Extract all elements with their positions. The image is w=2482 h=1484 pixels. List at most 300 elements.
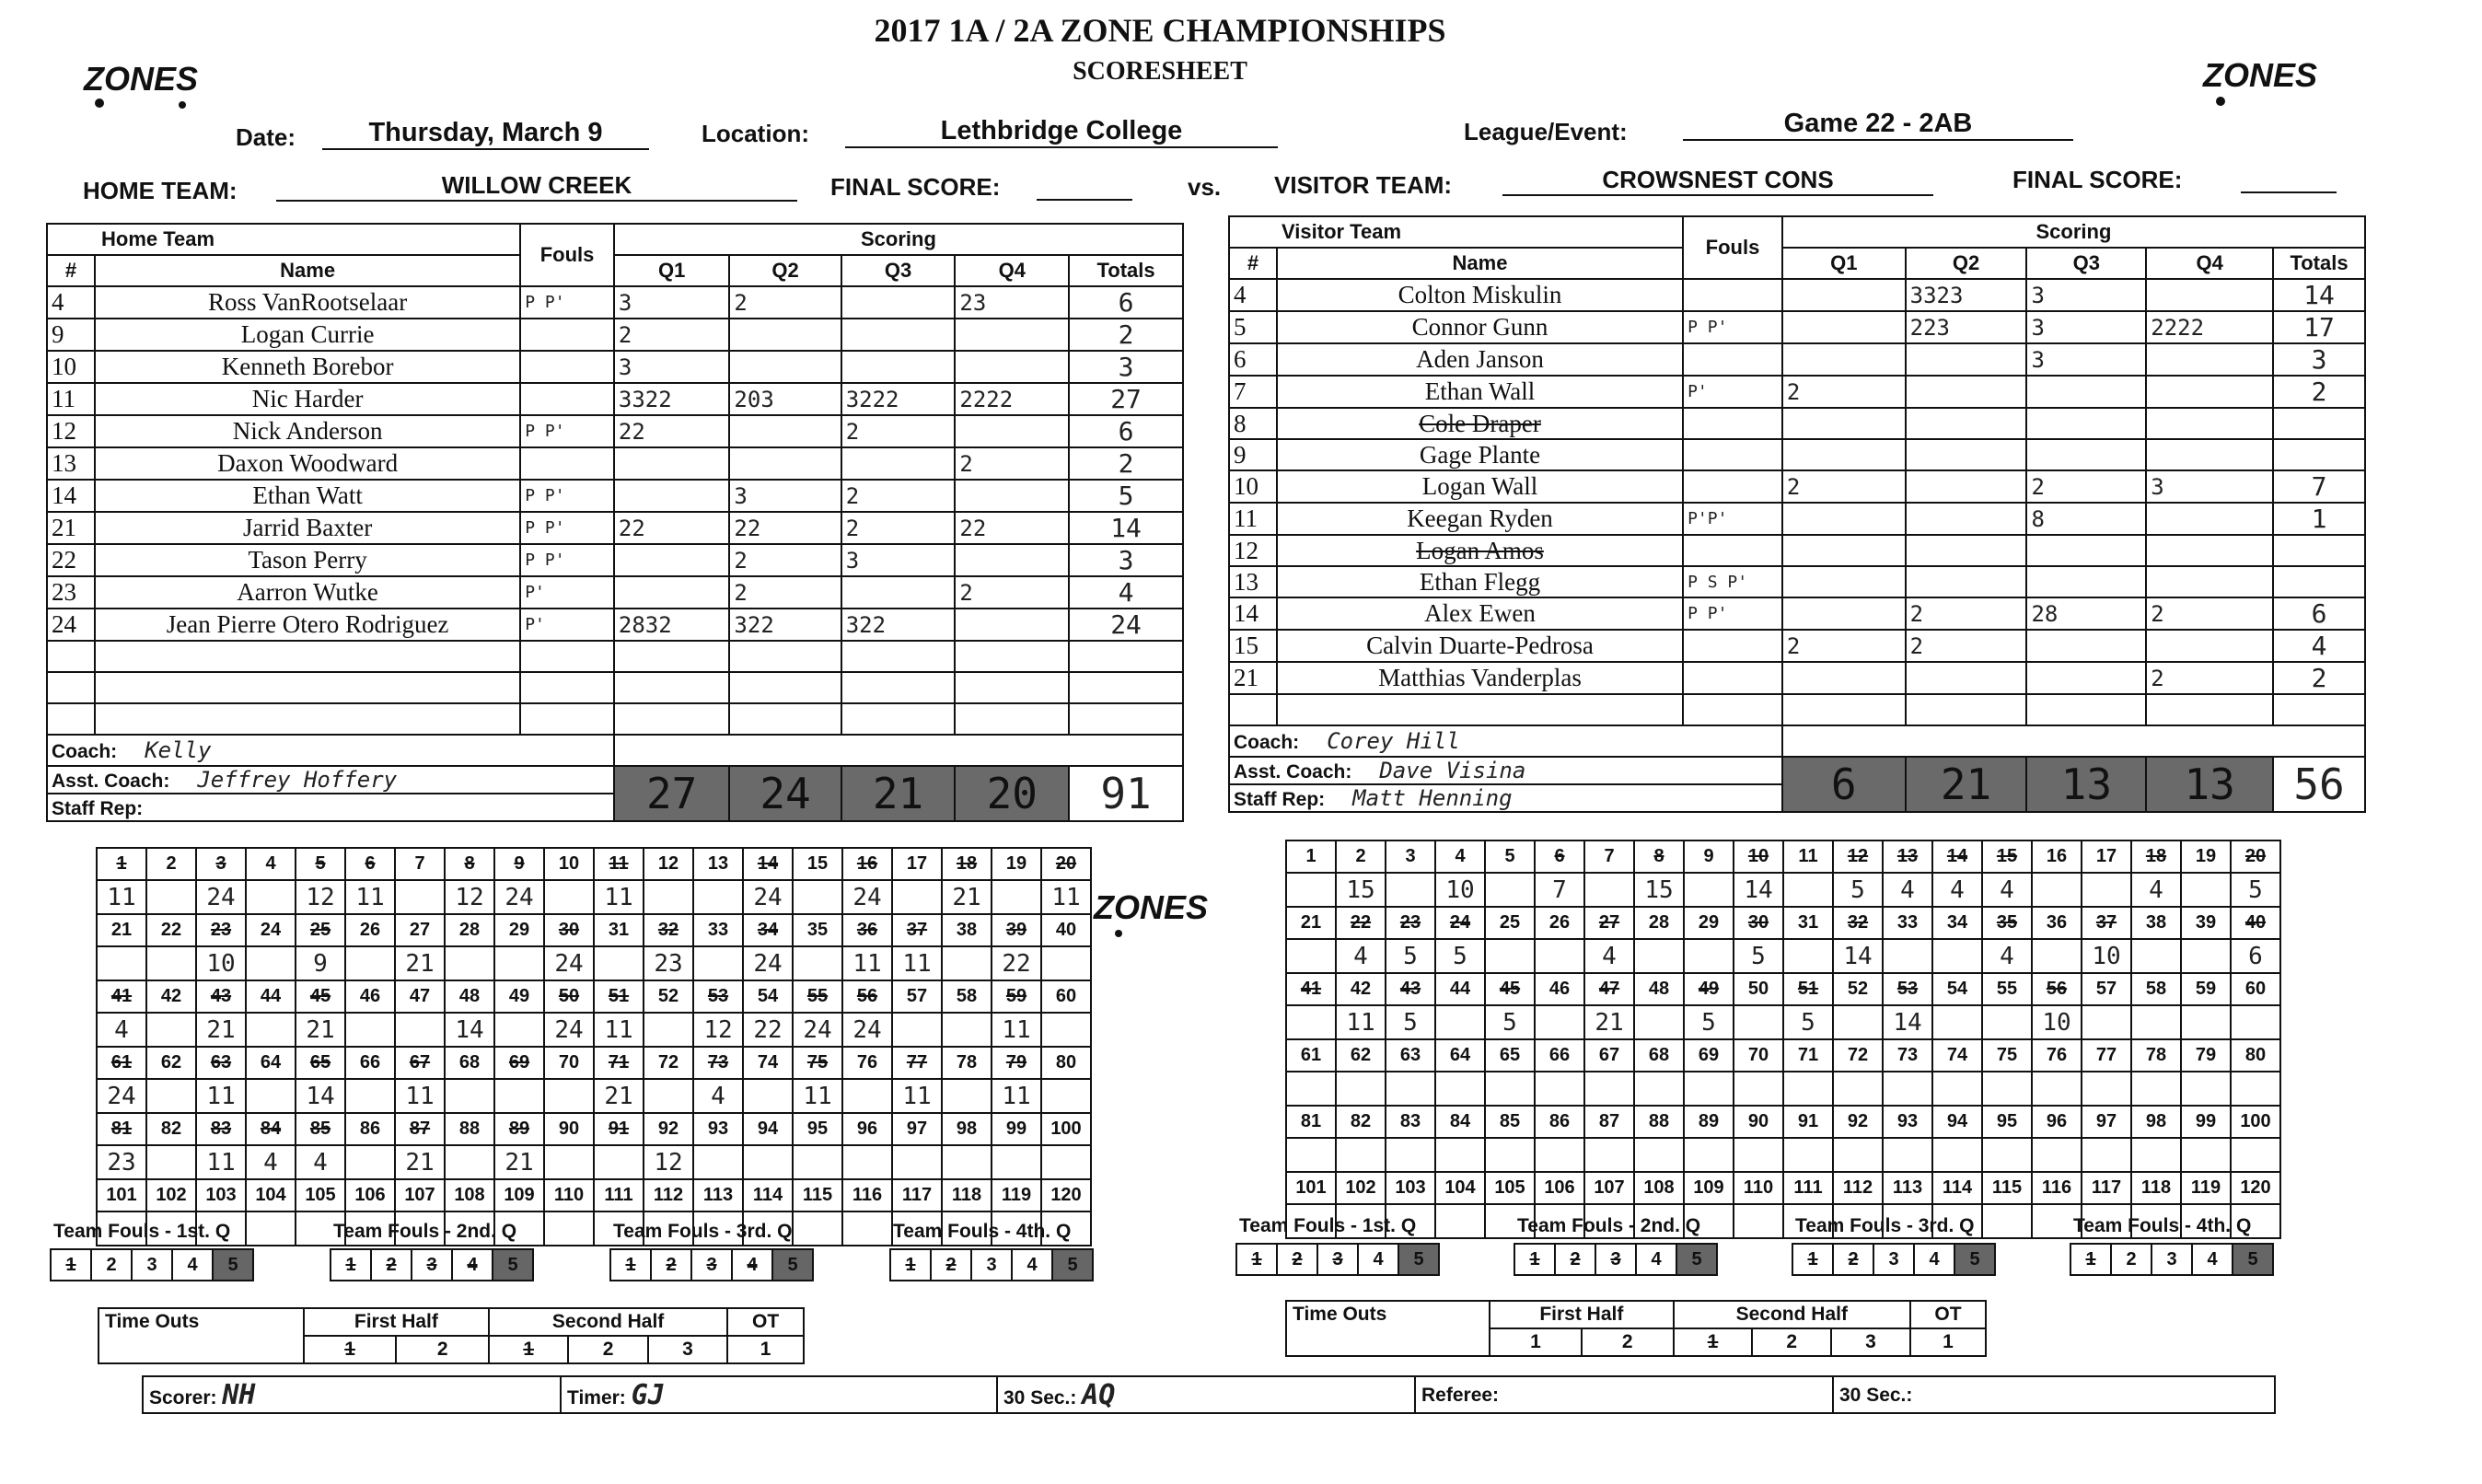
running-score-65[interactable]: 65 <box>296 1047 345 1079</box>
running-score-36[interactable]: 36 <box>842 914 892 946</box>
q2-points[interactable] <box>729 672 841 703</box>
running-mark[interactable] <box>1435 1138 1485 1172</box>
running-score-27[interactable]: 27 <box>1584 907 1634 939</box>
running-score-11[interactable]: 11 <box>594 848 644 880</box>
running-mark[interactable] <box>395 880 445 914</box>
running-score-28[interactable]: 28 <box>445 914 494 946</box>
running-mark[interactable] <box>2181 1072 2231 1106</box>
running-score-108[interactable]: 108 <box>445 1179 494 1212</box>
running-score-98[interactable]: 98 <box>2131 1106 2181 1138</box>
player-fouls[interactable]: P P' <box>1683 597 1782 630</box>
running-mark[interactable]: 15 <box>1336 873 1386 907</box>
team-foul-box-1[interactable]: 1 <box>890 1249 931 1281</box>
running-mark[interactable] <box>942 1013 992 1047</box>
player-fouls[interactable]: P P' <box>520 415 614 447</box>
running-mark[interactable]: 11 <box>992 1079 1041 1113</box>
running-mark[interactable]: 4 <box>1584 939 1634 973</box>
running-mark[interactable] <box>2231 1072 2280 1106</box>
running-score-21[interactable]: 21 <box>1286 907 1336 939</box>
running-mark[interactable]: 21 <box>942 880 992 914</box>
running-score-97[interactable]: 97 <box>2082 1106 2131 1138</box>
team-foul-box-4[interactable]: 4 <box>2192 1244 2233 1275</box>
team-foul-box-3[interactable]: 3 <box>132 1249 172 1281</box>
q4-points[interactable] <box>955 415 1069 447</box>
running-mark[interactable] <box>445 946 494 980</box>
running-score-17[interactable]: 17 <box>2082 841 2131 873</box>
running-score-11[interactable]: 11 <box>1783 841 1833 873</box>
q1-points[interactable] <box>1782 311 1906 343</box>
q2-points[interactable]: 2 <box>1906 597 2027 630</box>
running-mark[interactable] <box>445 1079 494 1113</box>
running-score-54[interactable]: 54 <box>743 980 793 1013</box>
q1-points[interactable] <box>1782 503 1906 535</box>
q1-points[interactable] <box>1782 439 1906 470</box>
running-score-112[interactable]: 112 <box>1833 1172 1883 1204</box>
q4-points[interactable] <box>2146 694 2273 725</box>
running-mark[interactable]: 4 <box>1982 939 2032 973</box>
running-score-114[interactable]: 114 <box>1932 1172 1982 1204</box>
q4-points[interactable] <box>955 672 1069 703</box>
q2-points[interactable]: 2 <box>1906 630 2027 662</box>
running-score-93[interactable]: 93 <box>1883 1106 1932 1138</box>
timer-cell[interactable] <box>561 1376 997 1413</box>
q1-points[interactable] <box>614 544 730 576</box>
running-mark[interactable] <box>345 1079 395 1113</box>
running-score-57[interactable]: 57 <box>2082 973 2131 1005</box>
q4-points[interactable]: 3 <box>2146 470 2273 503</box>
running-mark[interactable]: 11 <box>345 880 395 914</box>
running-score-15[interactable]: 15 <box>793 848 842 880</box>
running-mark[interactable] <box>1684 939 1734 973</box>
running-score-28[interactable]: 28 <box>1634 907 1684 939</box>
running-mark[interactable] <box>2032 873 2082 907</box>
running-mark[interactable]: 5 <box>2231 873 2280 907</box>
running-mark[interactable]: 22 <box>743 1013 793 1047</box>
running-score-113[interactable]: 113 <box>1883 1172 1932 1204</box>
running-mark[interactable]: 4 <box>1883 873 1932 907</box>
q4-points[interactable] <box>2146 408 2273 439</box>
running-score-76[interactable]: 76 <box>2032 1039 2082 1072</box>
running-mark[interactable] <box>544 1212 594 1246</box>
running-score-38[interactable]: 38 <box>2131 907 2181 939</box>
running-mark[interactable] <box>1883 1072 1932 1106</box>
running-mark[interactable] <box>1286 1005 1336 1039</box>
running-score-54[interactable]: 54 <box>1932 973 1982 1005</box>
running-score-68[interactable]: 68 <box>1634 1039 1684 1072</box>
q1-points[interactable] <box>614 447 730 480</box>
q4-points[interactable] <box>955 351 1069 383</box>
q4-points[interactable]: 2222 <box>2146 311 2273 343</box>
running-mark[interactable] <box>1634 1005 1684 1039</box>
running-score-80[interactable]: 80 <box>1041 1047 1091 1079</box>
q3-points[interactable]: 2 <box>841 480 956 512</box>
running-score-100[interactable]: 100 <box>1041 1113 1091 1145</box>
running-mark[interactable] <box>146 880 196 914</box>
player-fouls[interactable] <box>520 319 614 351</box>
running-mark[interactable]: 4 <box>1982 873 2032 907</box>
q4-points[interactable]: 2 <box>955 447 1069 480</box>
running-mark[interactable] <box>1982 1005 2032 1039</box>
running-mark[interactable]: 10 <box>196 946 246 980</box>
running-mark[interactable] <box>494 946 544 980</box>
running-mark[interactable]: 7 <box>1535 873 1584 907</box>
running-score-22[interactable]: 22 <box>146 914 196 946</box>
running-score-1[interactable]: 1 <box>1286 841 1336 873</box>
q2-points[interactable] <box>729 703 841 735</box>
running-score-73[interactable]: 73 <box>693 1047 743 1079</box>
running-score-42[interactable]: 42 <box>1336 973 1386 1005</box>
running-mark[interactable] <box>1684 1072 1734 1106</box>
running-score-38[interactable]: 38 <box>942 914 992 946</box>
q1-points[interactable] <box>614 703 730 735</box>
team-foul-box-3[interactable]: 3 <box>2151 1244 2192 1275</box>
running-score-78[interactable]: 78 <box>2131 1039 2181 1072</box>
running-score-25[interactable]: 25 <box>296 914 345 946</box>
team-foul-box-5[interactable]: 5 <box>1954 1244 1995 1275</box>
running-mark[interactable] <box>1982 1072 2032 1106</box>
running-mark[interactable] <box>1833 1072 1883 1106</box>
running-score-48[interactable]: 48 <box>1634 973 1684 1005</box>
running-score-65[interactable]: 65 <box>1485 1039 1535 1072</box>
running-mark[interactable] <box>2231 1005 2280 1039</box>
q3-points[interactable] <box>2026 662 2146 694</box>
running-mark[interactable]: 11 <box>1336 1005 1386 1039</box>
q4-points[interactable] <box>955 703 1069 735</box>
running-score-91[interactable]: 91 <box>594 1113 644 1145</box>
running-score-40[interactable]: 40 <box>1041 914 1091 946</box>
running-mark[interactable]: 5 <box>1783 1005 1833 1039</box>
running-mark[interactable]: 12 <box>296 880 345 914</box>
team-foul-box-4[interactable]: 4 <box>172 1249 213 1281</box>
running-mark[interactable]: 11 <box>594 880 644 914</box>
running-score-31[interactable]: 31 <box>594 914 644 946</box>
running-score-7[interactable]: 7 <box>395 848 445 880</box>
q4-points[interactable]: 2222 <box>955 383 1069 415</box>
running-mark[interactable]: 11 <box>395 1079 445 1113</box>
running-mark[interactable]: 24 <box>842 880 892 914</box>
running-score-35[interactable]: 35 <box>793 914 842 946</box>
running-score-105[interactable]: 105 <box>1485 1172 1535 1204</box>
running-mark[interactable] <box>1932 1005 1982 1039</box>
running-mark[interactable]: 4 <box>97 1013 146 1047</box>
running-score-37[interactable]: 37 <box>2082 907 2131 939</box>
running-mark[interactable] <box>1734 1005 1783 1039</box>
player-fouls[interactable] <box>1683 439 1782 470</box>
team-foul-box-5[interactable]: 5 <box>213 1249 253 1281</box>
q4-points[interactable]: 22 <box>955 512 1069 544</box>
running-score-116[interactable]: 116 <box>842 1179 892 1212</box>
running-score-115[interactable]: 115 <box>793 1179 842 1212</box>
q3-points[interactable]: 3 <box>2026 311 2146 343</box>
running-mark[interactable] <box>2181 1138 2231 1172</box>
q3-points[interactable]: 28 <box>2026 597 2146 630</box>
home-to-second-2[interactable]: 2 <box>568 1336 647 1363</box>
q3-points[interactable] <box>2026 694 2146 725</box>
running-mark[interactable] <box>494 1079 544 1113</box>
running-mark[interactable]: 11 <box>992 1013 1041 1047</box>
player-total[interactable] <box>1069 703 1183 735</box>
running-score-49[interactable]: 49 <box>494 980 544 1013</box>
running-mark[interactable]: 4 <box>693 1079 743 1113</box>
running-score-106[interactable]: 106 <box>1535 1172 1584 1204</box>
running-score-83[interactable]: 83 <box>196 1113 246 1145</box>
player-total[interactable]: 27 <box>1069 383 1183 415</box>
q2-points[interactable]: 2 <box>729 286 841 319</box>
running-mark[interactable] <box>246 1079 296 1113</box>
q4-points[interactable] <box>2146 630 2273 662</box>
running-mark[interactable] <box>1041 1145 1091 1179</box>
running-mark[interactable] <box>544 1079 594 1113</box>
q1-points[interactable] <box>1782 535 1906 566</box>
q1-points[interactable]: 22 <box>614 512 730 544</box>
running-score-34[interactable]: 34 <box>1932 907 1982 939</box>
running-mark[interactable]: 10 <box>2032 1005 2082 1039</box>
running-score-105[interactable]: 105 <box>296 1179 345 1212</box>
running-mark[interactable] <box>1535 939 1584 973</box>
running-score-92[interactable]: 92 <box>1833 1106 1883 1138</box>
running-score-63[interactable]: 63 <box>1386 1039 1435 1072</box>
running-mark[interactable]: 10 <box>2082 939 2131 973</box>
running-score-98[interactable]: 98 <box>942 1113 992 1145</box>
running-mark[interactable]: 24 <box>97 1079 146 1113</box>
running-score-87[interactable]: 87 <box>1584 1106 1634 1138</box>
running-score-58[interactable]: 58 <box>942 980 992 1013</box>
running-mark[interactable] <box>693 946 743 980</box>
running-score-95[interactable]: 95 <box>793 1113 842 1145</box>
player-total[interactable]: 3 <box>1069 351 1183 383</box>
referee-cell[interactable] <box>1415 1376 1833 1413</box>
running-mark[interactable] <box>146 1079 196 1113</box>
running-mark[interactable] <box>544 880 594 914</box>
running-score-75[interactable]: 75 <box>793 1047 842 1079</box>
running-score-102[interactable]: 102 <box>1336 1172 1386 1204</box>
running-score-120[interactable]: 120 <box>2231 1172 2280 1204</box>
player-total[interactable]: 2 <box>1069 319 1183 351</box>
running-mark[interactable]: 23 <box>644 946 693 980</box>
team-foul-box-1[interactable]: 1 <box>1792 1244 1833 1275</box>
running-score-82[interactable]: 82 <box>1336 1106 1386 1138</box>
running-score-106[interactable]: 106 <box>345 1179 395 1212</box>
running-mark[interactable] <box>146 1013 196 1047</box>
running-mark[interactable]: 4 <box>296 1145 345 1179</box>
running-score-99[interactable]: 99 <box>992 1113 1041 1145</box>
running-mark[interactable] <box>793 880 842 914</box>
team-foul-box-2[interactable]: 2 <box>2111 1244 2151 1275</box>
running-score-36[interactable]: 36 <box>2032 907 2082 939</box>
running-score-32[interactable]: 32 <box>1833 907 1883 939</box>
running-mark[interactable] <box>1883 939 1932 973</box>
running-mark[interactable] <box>1286 873 1336 907</box>
running-mark[interactable] <box>1684 873 1734 907</box>
running-score-78[interactable]: 78 <box>942 1047 992 1079</box>
running-score-80[interactable]: 80 <box>2231 1039 2280 1072</box>
running-score-10[interactable]: 10 <box>544 848 594 880</box>
running-mark[interactable] <box>1286 1138 1336 1172</box>
q2-points[interactable] <box>729 319 841 351</box>
running-score-55[interactable]: 55 <box>793 980 842 1013</box>
home-to-first-1[interactable]: 1 <box>304 1336 397 1363</box>
running-score-29[interactable]: 29 <box>494 914 544 946</box>
running-score-119[interactable]: 119 <box>2181 1172 2231 1204</box>
q2-points[interactable] <box>1906 343 2027 376</box>
running-score-17[interactable]: 17 <box>892 848 942 880</box>
visitor-to-second-2[interactable]: 2 <box>1752 1328 1831 1356</box>
running-score-50[interactable]: 50 <box>544 980 594 1013</box>
running-mark[interactable] <box>2032 1138 2082 1172</box>
running-score-110[interactable]: 110 <box>544 1179 594 1212</box>
running-mark[interactable] <box>644 1079 693 1113</box>
thirty-sec-b-cell[interactable] <box>1833 1376 2275 1413</box>
running-mark[interactable]: 21 <box>1584 1005 1634 1039</box>
running-mark[interactable]: 14 <box>445 1013 494 1047</box>
running-score-118[interactable]: 118 <box>942 1179 992 1212</box>
q3-points[interactable]: 322 <box>841 609 956 641</box>
team-foul-box-5[interactable]: 5 <box>1398 1244 1439 1275</box>
q3-points[interactable]: 8 <box>2026 503 2146 535</box>
running-mark[interactable]: 24 <box>544 946 594 980</box>
running-score-8[interactable]: 8 <box>445 848 494 880</box>
running-score-71[interactable]: 71 <box>594 1047 644 1079</box>
home-rep-cell[interactable] <box>47 794 614 821</box>
running-score-47[interactable]: 47 <box>395 980 445 1013</box>
running-mark[interactable]: 15 <box>1634 873 1684 907</box>
player-total[interactable]: 6 <box>2273 597 2365 630</box>
running-score-31[interactable]: 31 <box>1783 907 1833 939</box>
running-score-63[interactable]: 63 <box>196 1047 246 1079</box>
player-total[interactable] <box>1069 641 1183 672</box>
q1-points[interactable] <box>614 641 730 672</box>
q1-points[interactable]: 2832 <box>614 609 730 641</box>
running-mark[interactable] <box>395 1013 445 1047</box>
q2-points[interactable]: 2 <box>729 576 841 609</box>
running-mark[interactable] <box>1485 1072 1535 1106</box>
running-mark[interactable] <box>445 1145 494 1179</box>
running-score-14[interactable]: 14 <box>743 848 793 880</box>
running-score-53[interactable]: 53 <box>1883 973 1932 1005</box>
running-score-116[interactable]: 116 <box>2032 1172 2082 1204</box>
q3-points[interactable]: 3222 <box>841 383 956 415</box>
running-mark[interactable] <box>1386 873 1435 907</box>
running-score-81[interactable]: 81 <box>97 1113 146 1145</box>
player-total[interactable] <box>1069 672 1183 703</box>
team-foul-box-3[interactable]: 3 <box>971 1249 1012 1281</box>
running-score-2[interactable]: 2 <box>146 848 196 880</box>
running-mark[interactable]: 5 <box>1435 939 1485 973</box>
q3-points[interactable] <box>2026 376 2146 408</box>
q3-points[interactable] <box>841 703 956 735</box>
running-score-12[interactable]: 12 <box>644 848 693 880</box>
visitor-coach-cell[interactable] <box>1229 725 1782 757</box>
running-mark[interactable]: 21 <box>494 1145 544 1179</box>
q4-points[interactable] <box>955 544 1069 576</box>
player-fouls[interactable]: P'P' <box>1683 503 1782 535</box>
running-score-55[interactable]: 55 <box>1982 973 2032 1005</box>
running-score-119[interactable]: 119 <box>992 1179 1041 1212</box>
team-foul-box-2[interactable]: 2 <box>1833 1244 1873 1275</box>
q4-points[interactable] <box>955 319 1069 351</box>
player-total[interactable] <box>2273 694 2365 725</box>
player-total[interactable]: 1 <box>2273 503 2365 535</box>
running-mark[interactable] <box>992 1145 1041 1179</box>
running-mark[interactable] <box>544 1145 594 1179</box>
running-score-50[interactable]: 50 <box>1734 973 1783 1005</box>
team-foul-box-2[interactable]: 2 <box>1277 1244 1317 1275</box>
running-mark[interactable]: 5 <box>1833 873 1883 907</box>
q4-points[interactable] <box>955 641 1069 672</box>
running-mark[interactable]: 21 <box>296 1013 345 1047</box>
q4-points[interactable]: 2 <box>2146 597 2273 630</box>
player-total[interactable]: 14 <box>1069 512 1183 544</box>
q1-points[interactable] <box>1782 694 1906 725</box>
running-score-39[interactable]: 39 <box>2181 907 2231 939</box>
running-score-87[interactable]: 87 <box>395 1113 445 1145</box>
running-mark[interactable] <box>1734 1138 1783 1172</box>
running-score-24[interactable]: 24 <box>1435 907 1485 939</box>
running-score-62[interactable]: 62 <box>146 1047 196 1079</box>
player-total[interactable]: 6 <box>1069 415 1183 447</box>
running-mark[interactable] <box>793 946 842 980</box>
team-foul-box-2[interactable]: 2 <box>931 1249 971 1281</box>
q4-points[interactable] <box>955 609 1069 641</box>
running-mark[interactable] <box>842 1145 892 1179</box>
running-score-37[interactable]: 37 <box>892 914 942 946</box>
running-score-89[interactable]: 89 <box>1684 1106 1734 1138</box>
running-score-71[interactable]: 71 <box>1783 1039 1833 1072</box>
running-mark[interactable]: 5 <box>1386 939 1435 973</box>
player-fouls[interactable] <box>520 703 614 735</box>
running-mark[interactable] <box>942 1079 992 1113</box>
player-fouls[interactable] <box>1683 408 1782 439</box>
q2-points[interactable] <box>1906 566 2027 597</box>
visitor-to-first-2[interactable]: 2 <box>1582 1328 1674 1356</box>
running-score-32[interactable]: 32 <box>644 914 693 946</box>
running-score-33[interactable]: 33 <box>693 914 743 946</box>
running-mark[interactable]: 14 <box>1833 939 1883 973</box>
running-score-60[interactable]: 60 <box>2231 973 2280 1005</box>
running-mark[interactable]: 10 <box>1435 873 1485 907</box>
running-mark[interactable] <box>246 1013 296 1047</box>
running-mark[interactable] <box>1932 1072 1982 1106</box>
running-mark[interactable] <box>594 1145 644 1179</box>
running-score-95[interactable]: 95 <box>1982 1106 2032 1138</box>
running-score-26[interactable]: 26 <box>345 914 395 946</box>
running-mark[interactable]: 5 <box>1485 1005 1535 1039</box>
visitor-to-second-1[interactable]: 1 <box>1674 1328 1753 1356</box>
running-mark[interactable] <box>345 1145 395 1179</box>
running-mark[interactable]: 21 <box>395 946 445 980</box>
running-mark[interactable] <box>1783 939 1833 973</box>
running-score-70[interactable]: 70 <box>1734 1039 1783 1072</box>
q3-points[interactable]: 2 <box>2026 470 2146 503</box>
running-mark[interactable] <box>246 1212 296 1246</box>
team-foul-box-5[interactable]: 5 <box>772 1249 813 1281</box>
running-mark[interactable] <box>2131 1072 2181 1106</box>
running-mark[interactable] <box>842 1212 892 1246</box>
running-score-7[interactable]: 7 <box>1584 841 1634 873</box>
running-mark[interactable]: 6 <box>2231 939 2280 973</box>
running-score-6[interactable]: 6 <box>1535 841 1584 873</box>
running-mark[interactable]: 21 <box>594 1079 644 1113</box>
running-mark[interactable]: 9 <box>296 946 345 980</box>
home-to-second-1[interactable]: 1 <box>489 1336 568 1363</box>
q4-points[interactable] <box>2146 343 2273 376</box>
running-score-44[interactable]: 44 <box>246 980 296 1013</box>
q1-points[interactable]: 3 <box>614 286 730 319</box>
running-score-117[interactable]: 117 <box>2082 1172 2131 1204</box>
running-score-74[interactable]: 74 <box>1932 1039 1982 1072</box>
running-mark[interactable] <box>345 946 395 980</box>
player-fouls[interactable]: P P' <box>1683 311 1782 343</box>
